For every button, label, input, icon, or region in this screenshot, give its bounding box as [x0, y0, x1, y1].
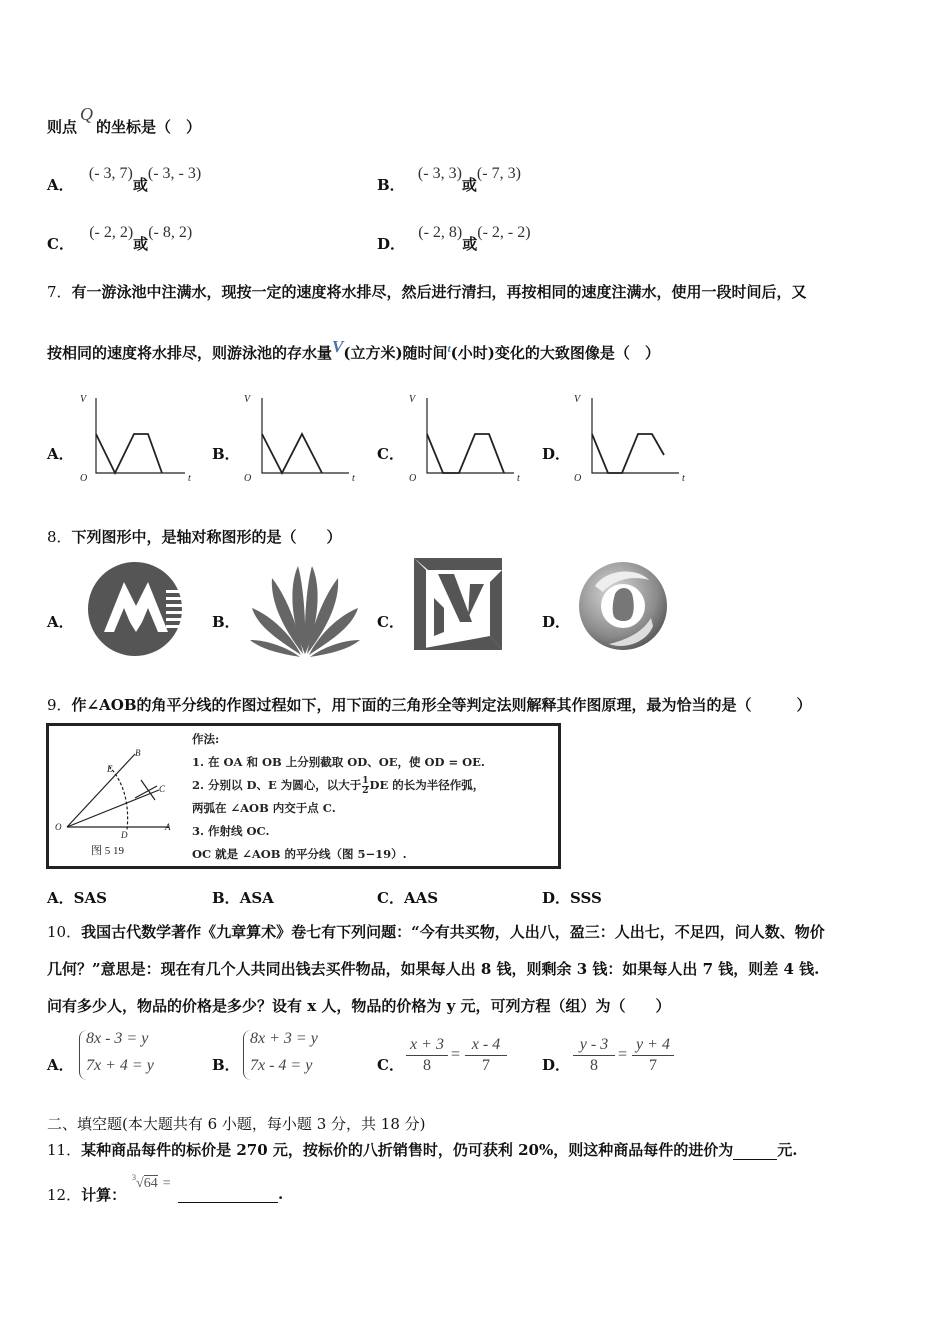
q12-text-a: 计算： [81, 1186, 127, 1204]
axes [427, 398, 514, 473]
question-number: 9． [47, 696, 72, 714]
graph-curve [96, 434, 162, 473]
point-2: (- 2, - 2) [477, 224, 531, 241]
svg-text:E: E [107, 764, 113, 774]
q6-var-q: Q [80, 104, 94, 124]
svg-text:A: A [165, 822, 171, 832]
question-number: 7． [47, 283, 72, 301]
figure-lines [67, 754, 169, 830]
equation-1: 8x + 3 = y [250, 1030, 318, 1047]
or-text: 或 [462, 235, 478, 253]
q10-option-c-fraction-1 [406, 1036, 448, 1075]
q9-option-c[interactable]: C．AAS [377, 889, 439, 907]
q9-stem-text: 作∠AOB的角平分线的作图过程如下，用下面的三角形全等判定法则解释其作图原理，最为恰当的是（ ） [71, 696, 812, 714]
question-number: 11． [47, 1141, 82, 1159]
construction-steps [192, 728, 485, 866]
q12-text-b: . [278, 1185, 284, 1203]
section-title: 二、填空题(本大题共有 6 小题，每小题 3 分，共 18 分) [47, 1115, 426, 1133]
denominator: 8 [590, 1057, 598, 1074]
radicand: 64 [143, 1176, 158, 1191]
axis-v-label: V [80, 394, 87, 405]
q10-option-d-fraction-1 [573, 1036, 615, 1075]
step-2-text-b: DE 的长为半径作弧， [369, 778, 485, 792]
q7-var-t: t [447, 343, 451, 355]
q10-line3: 问有多少人，物品的价格是多少？设有 x 人，物品的价格为 y 元，可列方程（组）为（ ） [47, 997, 671, 1015]
option-label: C． [47, 235, 74, 253]
q7-option-c-label[interactable]: C． [377, 445, 404, 463]
q10-option-a-system[interactable] [79, 1030, 180, 1080]
point-1: (- 2, 2) [89, 224, 134, 241]
q9-option-b[interactable]: B．ASA [212, 889, 274, 907]
q8-option-b-label[interactable]: B． [212, 613, 240, 631]
axis-origin-label: O [409, 473, 417, 484]
numerator: y - 3 [579, 1036, 609, 1053]
step-2-continued: 两弧在 ∠AOB 内交于点 C. [192, 801, 336, 815]
axis-origin-label: O [244, 473, 252, 484]
logo-shapes [414, 558, 502, 650]
fraction-denominator: 2 [362, 785, 369, 796]
q12 [47, 1184, 126, 1205]
point-1: (- 3, 7) [88, 165, 133, 182]
axis-t-label: t [188, 473, 191, 484]
q8-stem [47, 526, 342, 547]
step-2 [192, 774, 485, 797]
axis-v-label: V [574, 394, 581, 405]
step-2-text-a: 2. 分别以 D、E 为圆心，以大于 [192, 778, 362, 792]
step-3: 3. 作射线 OC. [192, 824, 270, 838]
answer-blank[interactable] [178, 1187, 278, 1203]
angle-bisector-figure [49, 726, 189, 866]
q7-line2-a: 按相同的速度将水排尽，则游泳池的存水量 [47, 344, 333, 362]
q7-option-b-label[interactable]: B． [212, 445, 240, 463]
numerator: x - 4 [471, 1036, 501, 1053]
or-text: 或 [461, 176, 477, 194]
point-1: (- 2, 8) [418, 224, 463, 241]
denominator: 7 [482, 1057, 490, 1074]
point-2: (- 7, 3) [476, 165, 521, 182]
half-fraction [362, 777, 368, 796]
q10-line1-text: 我国古代数学著作《九章算术》卷七有下列问题：“今有共买物，人出八，盈三：人出七，不足四，问人数、物价 [81, 923, 825, 941]
axis-v-label: V [244, 394, 251, 405]
steps-title: 作法: [192, 732, 220, 746]
q6-option-c[interactable] [47, 224, 193, 254]
graph-curve [262, 434, 322, 473]
merchants-bank-logo-icon[interactable] [86, 560, 186, 660]
q6-stem-prefix: 则点 [47, 118, 78, 136]
q10-option-d-fraction-2 [632, 1036, 674, 1075]
equation-1: 8x - 3 = y [86, 1030, 149, 1047]
option-label: A． [47, 176, 74, 194]
question-number: 10． [47, 923, 82, 941]
equation-2: 7x - 4 = y [250, 1057, 313, 1074]
q10-option-d-label[interactable]: D． [542, 1056, 571, 1074]
svg-text:D: D [121, 830, 128, 840]
equals-sign: = [618, 1046, 628, 1063]
point-2: (- 8, 2) [148, 224, 193, 241]
axis-t-label: t [682, 473, 685, 484]
q11-text-b: 元. [777, 1141, 798, 1159]
q10-line2: 几何？”意思是：现在有几个人共同出钱去买件物品，如果每人出 8 钱，则剩余 3 钱：如果每人出 7 钱，则差 4 钱. [47, 960, 820, 978]
logo-penguin [613, 588, 634, 621]
q11-text-a: 某种商品每件的标价是 270 元，按标价的八折销售时，仍可获利 20%，则这种商品每件的进价为 [81, 1141, 734, 1159]
q7-line2-b: (立方米)随时间 [343, 344, 448, 362]
logo-petals [250, 566, 360, 657]
q11 [47, 1139, 797, 1160]
q10-option-a-label[interactable]: A． [47, 1056, 74, 1074]
q10-option-c-fraction-2 [465, 1036, 507, 1075]
q8-option-a-label[interactable]: A． [47, 613, 74, 631]
or-text: 或 [132, 176, 148, 194]
equals-sign: = [451, 1046, 461, 1063]
fraction-numerator: 1 [362, 775, 369, 786]
denominator: 8 [423, 1057, 431, 1074]
q9-stem [47, 694, 812, 715]
question-number: 12． [47, 1186, 82, 1204]
q10-option-b-system[interactable] [243, 1030, 344, 1080]
axis-v-label: V [409, 394, 416, 405]
q6-option-d[interactable] [377, 224, 531, 254]
q7-var-v: V [332, 337, 344, 356]
svg-text:B: B [135, 748, 141, 758]
q10-option-b-label[interactable]: B． [212, 1056, 240, 1074]
q7-line2-c: (小时)变化的大致图像是（ ） [450, 344, 660, 362]
conclusion: OC 就是 ∠AOB 的平分线（图 5−19）. [192, 847, 407, 861]
q7-graph-c[interactable] [409, 392, 524, 487]
answer-blank[interactable] [733, 1145, 777, 1160]
axes [592, 398, 679, 473]
q7-graph-b[interactable] [244, 392, 359, 487]
q9-option-a[interactable]: A．SAS [47, 889, 107, 907]
q7-stem-line2 [47, 337, 660, 363]
question-number: 8． [47, 528, 72, 546]
axis-origin-label: O [574, 473, 582, 484]
q7-stem-line1 [47, 281, 807, 302]
svg-text:O: O [55, 822, 62, 832]
point-1: (- 3, 3) [417, 165, 462, 182]
q6-stem [47, 104, 202, 137]
q7-graph-d[interactable] [574, 392, 689, 487]
or-text: 或 [133, 235, 149, 253]
step-1: 1. 在 OA 和 OB 上分别截取 OD、OE，使 OD = OE. [192, 755, 485, 769]
q6-stem-suffix: 的坐标是（ ） [96, 118, 202, 136]
graph-curve [592, 434, 664, 473]
qq-browser-logo-icon[interactable] [575, 556, 675, 656]
q7-line1-text: 有一游泳池中注满水，现按一定的速度将水排尽，然后进行清扫，再按相同的速度注满水，使用一段时间后，又 [71, 283, 807, 301]
equals-sign: = [162, 1176, 171, 1191]
q7-option-d-label[interactable]: D． [542, 445, 571, 463]
figure-caption: 图 5 19 [91, 845, 124, 857]
q9-construction-box [46, 723, 561, 869]
figure-labels [55, 748, 171, 840]
numerator: x + 3 [410, 1036, 444, 1053]
q7-option-a-label[interactable]: A． [47, 445, 74, 463]
q9-option-d[interactable]: D．SSS [542, 889, 602, 907]
q8-option-c-label[interactable]: C． [377, 613, 404, 631]
axis-origin-label: O [80, 473, 88, 484]
huawei-logo-icon[interactable] [248, 562, 362, 658]
q12-answer [178, 1184, 283, 1203]
q10-line1 [47, 921, 825, 942]
point-2: (- 3, - 3) [147, 165, 202, 182]
axes [262, 398, 349, 473]
q8-stem-text: 下列图形中，是轴对称图形的是（ ） [71, 528, 342, 546]
option-label: D． [377, 235, 406, 253]
axis-t-label: t [517, 473, 520, 484]
q10-option-c-label[interactable]: C． [377, 1056, 404, 1074]
svg-text:C: C [159, 784, 166, 794]
graph-curve [427, 434, 504, 473]
q8-option-d-label[interactable]: D． [542, 613, 571, 631]
equation-2: 7x + 4 = y [86, 1057, 154, 1074]
geometric-logo-icon[interactable] [410, 556, 504, 652]
q6-option-a[interactable] [47, 165, 202, 195]
denominator: 7 [649, 1057, 657, 1074]
q7-graph-a[interactable] [80, 392, 195, 487]
root-index: 3 [132, 1173, 136, 1182]
numerator: y + 4 [636, 1036, 670, 1053]
axis-t-label: t [352, 473, 355, 484]
cube-root-expression: $^3$√64 = [132, 1173, 171, 1191]
q6-option-b[interactable] [377, 165, 521, 195]
option-label: B． [377, 176, 405, 194]
